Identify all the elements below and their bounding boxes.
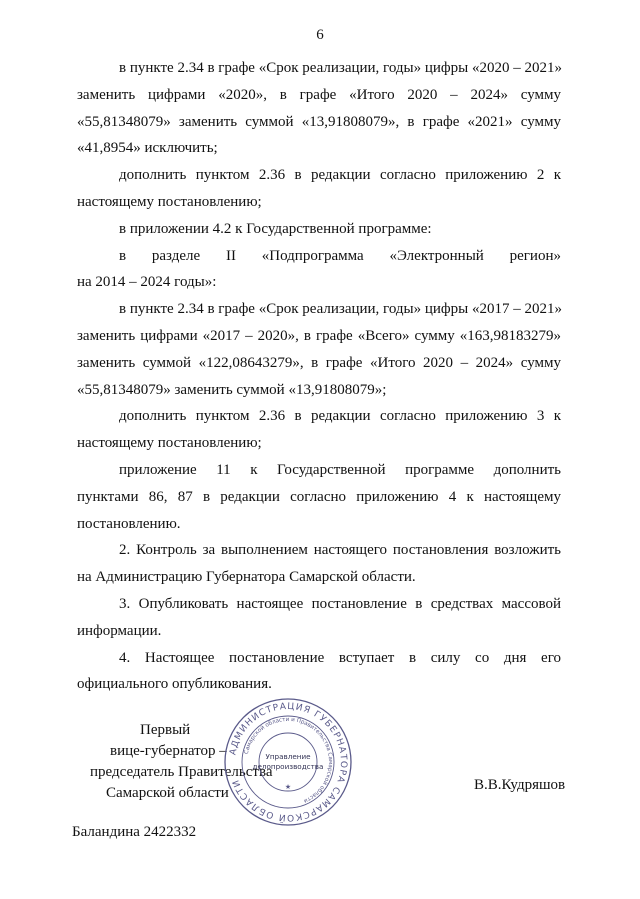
text-line: «55,81348079» заменить суммой «13,91808079», в графе «2021» сумму (77, 113, 561, 130)
text-line: заменить цифрами «2020», в графе «Итого 2020 – 2024» сумму (77, 86, 561, 103)
signatory-title-line: Первый (140, 722, 191, 738)
text-line: настоящему постановлению; (77, 193, 262, 210)
text-line: дополнить пунктом 2.36 в редакции согласно приложению 2 к (119, 167, 561, 184)
text-line: на 2014 – 2024 годы»: (77, 274, 217, 291)
text-line: «41,8954» исключить; (77, 140, 218, 157)
text-line: в пункте 2.34 в графе «Срок реализации, годы» цифры «2020 – 2021» (119, 60, 562, 76)
text-line: официального опубликования. (77, 676, 272, 693)
text-line: на Администрацию Губернатора Самарской области. (77, 569, 416, 586)
official-stamp (222, 696, 354, 828)
signatory-title-line: вице-губернатор – (110, 743, 227, 759)
stamp-outer-text: АДМИНИСТРАЦИЯ ГУБЕРНАТОРА САМАРСКОЙ ОБЛАСТИ (228, 701, 349, 823)
text-line: заменить суммой «122,08643279», в графе «Итого 2020 – 2024» сумму (77, 354, 561, 371)
stamp-center-line: делопроизводства (252, 762, 324, 771)
stamp-star-icon: ★ (284, 783, 292, 791)
stamp-inner-text: Самарской области и Правительства Самарской области (243, 716, 334, 804)
text-line: постановлению. (77, 515, 181, 532)
text-line: 2. Контроль за выполнением настоящего постановления возложить (119, 542, 561, 559)
signatory-title-line: председатель Правительства (90, 764, 273, 780)
text-line: в приложении 4.2 к Государственной программе: (119, 220, 432, 237)
text-line: 4. Настоящее постановление вступает в силу со дня его (119, 649, 561, 666)
signatory-title-line: Самарской области (106, 785, 229, 801)
text-line: приложение 11 к Государственной программе дополнить (119, 461, 561, 478)
text-line: информации. (77, 622, 162, 639)
text-line: заменить цифрами «2017 – 2020», в графе «Всего» сумму «163,98183279» (77, 327, 561, 344)
executor-note: Баландина 2422332 (72, 824, 197, 840)
page-number: 6 (316, 27, 324, 43)
text-line: настоящему постановлению; (77, 435, 262, 452)
text-line: в пункте 2.34 в графе «Срок реализации, годы» цифры «2017 – 2021» (119, 301, 562, 318)
text-line: «55,81348079» заменить суммой «13,91808079»; (77, 381, 387, 398)
text-line: в разделе II «Подпрограмма «Электронный регион» (119, 247, 561, 264)
signatory-name: В.В.Кудряшов (474, 777, 566, 793)
text-line: пунктами 86, 87 в редакции согласно приложению 4 к настоящему (77, 488, 561, 505)
text-line: 3. Опубликовать настоящее постановление в средствах массовой (119, 595, 561, 612)
text-line: дополнить пунктом 2.36 в редакции согласно приложению 3 к (119, 408, 561, 425)
stamp-center-line: Управление (265, 752, 311, 761)
signature-block (0, 701, 640, 823)
document-body (77, 55, 561, 698)
